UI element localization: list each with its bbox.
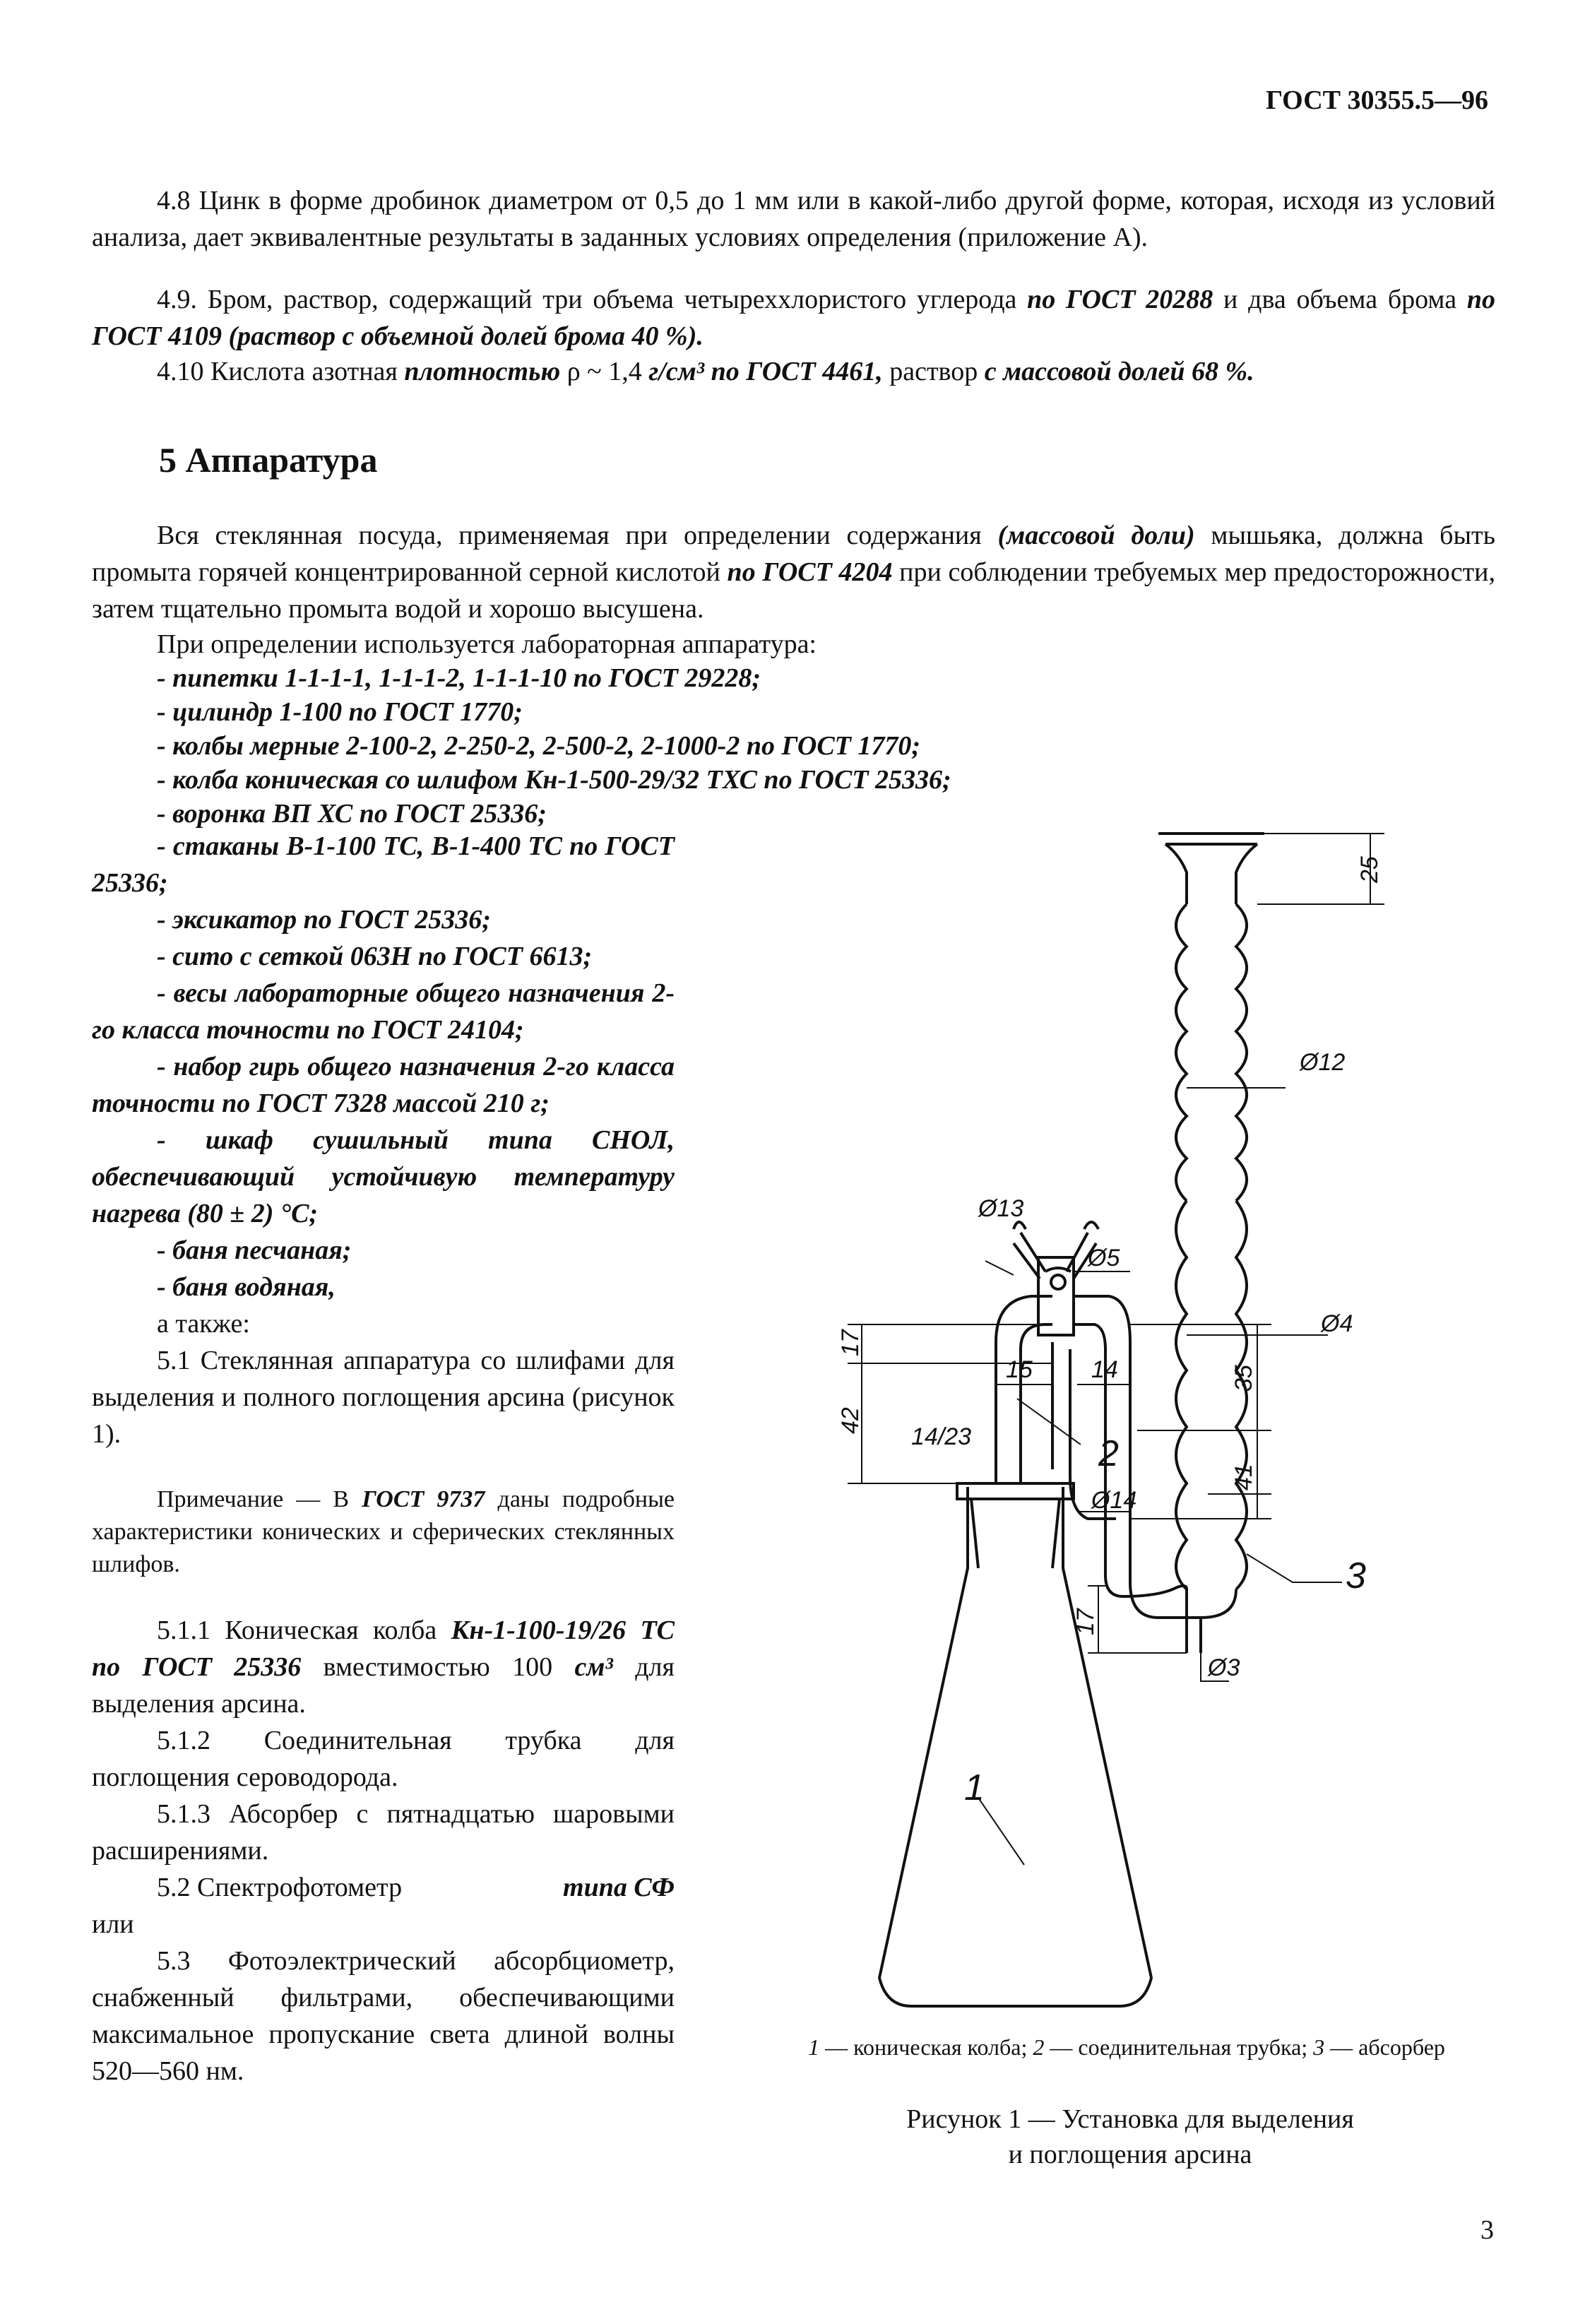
list-item: - баня песчаная; — [157, 1235, 352, 1265]
list-item: - стаканы В-1-100 ТС, В-1-400 ТС по ГОСТ 25336; — [92, 831, 675, 898]
p410-text-e: раствор — [882, 357, 985, 386]
label-d5: Ø5 — [1088, 1245, 1120, 1271]
note-text-c: даны подробные характеристики конических и сферических стеклянных шлифов. — [92, 1486, 675, 1577]
p410-ref: г/см³ по ГОСТ 4461, — [648, 357, 883, 386]
list-item: - сито с сеткой 063Н по ГОСТ 6613; — [157, 942, 593, 971]
label-joint: 14/23 — [911, 1423, 972, 1450]
intro-text-e: при соблюдении требуемых мер предосторожности, затем тщательно промыта водой и хорошо высушена. — [92, 557, 1495, 624]
label-dim17b: 17 — [1072, 1608, 1099, 1635]
paragraph-5-2 — [92, 1869, 675, 1906]
list-item: - набор гирь общего назначения 2-го класса точности по ГОСТ 7328 массой 210 г; — [92, 1052, 675, 1118]
list-item: - шкаф сушильный типа СНОЛ, обеспечивающий устойчивую температуру нагрева (80 ± 2) °С; — [92, 1125, 675, 1228]
figure-title — [777, 2101, 1483, 2172]
p511-text-a: 5.1.1 Коническая колба — [157, 1615, 451, 1645]
list-item: - эксикатор по ГОСТ 25336; — [157, 905, 491, 935]
p511-text-c: вместимостью 100 — [301, 1652, 575, 1682]
figure-labels — [837, 856, 1383, 1808]
intro-text-c: мышьяка, должна быть промыта горячей концентрированной серной кислотой — [92, 521, 1495, 587]
left-column — [92, 828, 675, 2089]
list-item: - цилиндр 1-100 по ГОСТ 1770; — [157, 697, 523, 727]
arsine-apparatus-diagram — [833, 805, 1526, 2034]
label-dim35: 35 — [1230, 1365, 1257, 1392]
paragraph-5-1-1 — [92, 1612, 675, 1722]
list-item: - весы лабораторные общего назначения 2-го класса точности по ГОСТ 24104; — [92, 978, 675, 1045]
apparatus-intro: При определении используется лабораторная аппаратура: — [157, 629, 817, 659]
p52-or: или — [92, 1909, 134, 1939]
figure-title-line-2: и поглощения арсина — [1008, 2140, 1252, 2169]
legend-text-3: — абсорбер — [1324, 2034, 1445, 2060]
legend-num-3: 3 — [1313, 2034, 1325, 2060]
p49-ref-gost4109: по ГОСТ 4109 (раствор с объемной долей брома 40 %). — [92, 285, 1495, 351]
legend-num-2: 2 — [1033, 2034, 1045, 2060]
p52-type: типа СФ — [563, 1873, 675, 1902]
label-n3: 3 — [1346, 1555, 1366, 1596]
paragraph-5-3: 5.3 Фотоэлектрический абсорбциометр, снабженный фильтрами, обеспечивающими максимальное пропускание света длиной волны 520—560 нм. — [92, 1946, 675, 2086]
list-item: - колбы мерные 2-100-2, 2-250-2, 2-500-2, 2-1000-2 по ГОСТ 1770; — [157, 731, 921, 761]
legend-num-1: 1 — [808, 2034, 820, 2060]
label-dim15: 15 — [1006, 1356, 1033, 1383]
also-text: а также: — [157, 1309, 250, 1339]
figure-legend — [745, 2034, 1508, 2061]
section-5-title: 5 Аппаратура — [159, 440, 378, 480]
absorber-column — [1123, 834, 1264, 1653]
list-item: - баня водяная, — [157, 1272, 336, 1302]
p410-density: плотностью — [404, 357, 561, 386]
section-5-intro — [92, 517, 1495, 627]
paragraph-5-1-2: 5.1.2 Соединительная трубка для поглощения сероводорода. — [92, 1726, 675, 1792]
label-d4: Ø4 — [1321, 1310, 1353, 1337]
conical-flask — [879, 1483, 1151, 2006]
paragraph-4-10 — [92, 353, 1495, 390]
note — [92, 1483, 675, 1581]
legend-text-2: — соединительная трубка; — [1044, 2034, 1314, 2060]
connecting-tube — [996, 1257, 1180, 1618]
list-item: - пипетки 1-1-1-1, 1-1-1-2, 1-1-1-10 по ГОСТ 29228; — [157, 663, 761, 693]
label-dim17a: 17 — [837, 1329, 864, 1356]
label-dim25: 25 — [1356, 856, 1383, 883]
p410-text-a: 4.10 Кислота азотная — [157, 357, 405, 386]
note-ref-gost9737: ГОСТ 9737 — [362, 1486, 485, 1512]
paragraph-4-9 — [92, 281, 1495, 355]
note-text-a: Примечание — В — [157, 1486, 362, 1512]
p511-flask-ref: Кн-1-100-19/26 ТС по ГОСТ 25336 — [92, 1615, 675, 1682]
paragraph-5-1-3: 5.1.3 Абсорбер с пятнадцатью шаровыми расширениями. — [92, 1799, 675, 1866]
p410-text-c: ρ ~ 1,4 — [560, 357, 649, 386]
p49-ref-gost20288: по ГОСТ 20288 — [1027, 285, 1213, 314]
list-item: - воронка ВП ХС по ГОСТ 25336; — [157, 799, 547, 829]
label-d3: Ø3 — [1208, 1654, 1240, 1681]
list-item: - колба коническая со шлифом Кн-1-500-29/32 ТХС по ГОСТ 25336; — [157, 765, 951, 795]
p49-text-c: и два объема брома — [1213, 285, 1467, 314]
paragraph-5-1: 5.1 Стеклянная аппаратура со шлифами для выделения и полного поглощения арсина (рисунок 1). — [92, 1346, 675, 1449]
label-d14: Ø14 — [1091, 1487, 1137, 1514]
p511-unit: см³ — [574, 1652, 613, 1682]
intro-text-a: Вся стеклянная посуда, применяемая при определении содержания — [157, 521, 998, 550]
figure-title-line-1: Рисунок 1 — Установка для выделения — [906, 2104, 1354, 2134]
document-code: ГОСТ 30355.5—96 — [1265, 85, 1488, 115]
label-dim42: 42 — [837, 1407, 864, 1434]
p52-text-a: 5.2 Спектрофотометр — [157, 1873, 403, 1902]
page-number: 3 — [1480, 2215, 1494, 2245]
leader-lines — [978, 1399, 1342, 1865]
label-n1: 1 — [964, 1767, 985, 1808]
intro-ref-gost4204: по ГОСТ 4204 — [727, 557, 893, 587]
clamp — [1014, 1222, 1098, 1289]
label-d13: Ø13 — [978, 1195, 1024, 1222]
label-dim14: 14 — [1091, 1356, 1118, 1383]
p410-fraction: с массовой долей 68 %. — [984, 357, 1254, 386]
p49-text-a: 4.9. Бром, раствор, содержащий три объема четыреххлористого углерода — [157, 285, 1028, 314]
paragraph-4-8: 4.8 Цинк в форме дробинок диаметром от 0,5 до 1 мм или в какой-либо другой форме, которая, исходя из условий анализа, дает эквивалентные результаты в заданных условиях определения (приложение А). — [92, 186, 1495, 252]
legend-text-1: — коническая колба; — [819, 2034, 1033, 2060]
intro-mass-fraction: (массовой доли) — [997, 521, 1195, 550]
label-d12: Ø12 — [1300, 1049, 1346, 1076]
p511-text-e: для выделения арсина. — [92, 1652, 675, 1719]
label-n2: 2 — [1098, 1433, 1119, 1474]
label-dim41: 41 — [1230, 1464, 1257, 1490]
